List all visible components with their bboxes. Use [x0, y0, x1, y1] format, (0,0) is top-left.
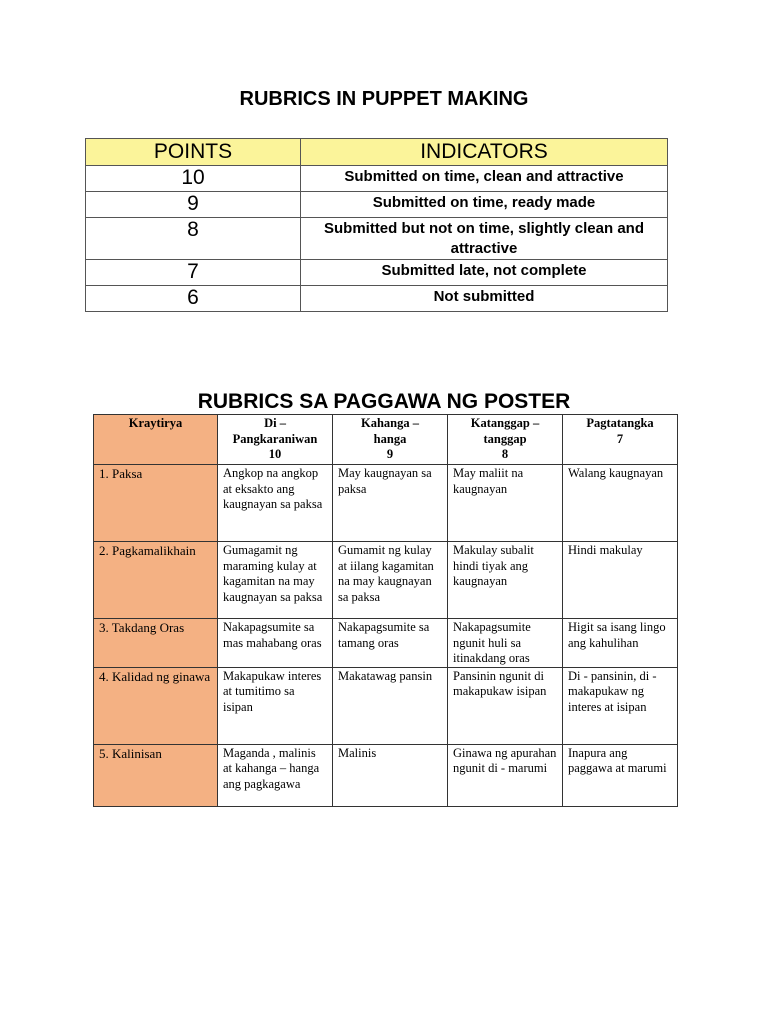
points-cell: 10 [86, 166, 301, 192]
points-cell: 7 [86, 260, 301, 286]
points-header: POINTS [86, 139, 301, 166]
rubric-cell: Gumagamit ng maraming kulay at kagamitan na may kaugnayan sa paksa [218, 542, 333, 619]
table-row [86, 218, 668, 260]
rubric-cell: Higit sa isang lingo ang kahulihan [563, 619, 678, 668]
rubric-cell: Gumamit ng kulay at iilang kagamitan na may kaugnayan sa paksa [333, 542, 448, 619]
criterion-cell: 3. Takdang Oras [94, 619, 218, 668]
rubric-cell: Makulay subalit hindi tiyak ang kaugnayan [448, 542, 563, 619]
table-row [86, 192, 668, 218]
table-row [94, 667, 678, 744]
indicator-cell: Submitted on time, clean and attractive [301, 166, 668, 192]
rubric-cell: Walang kaugnayan [563, 465, 678, 542]
poster-rubric-title: RUBRICS SA PAGGAWA NG POSTER [197, 390, 571, 413]
points-cell: 9 [86, 192, 301, 218]
rubric-cell: Makatawag pansin [333, 667, 448, 744]
points-cell: 6 [86, 286, 301, 312]
criterion-cell: 2. Pagkamalikhain [94, 542, 218, 619]
table-row [94, 542, 678, 619]
table-row [94, 744, 678, 806]
criterion-cell: 5. Kalinisan [94, 744, 218, 806]
rubric-cell: Nakapagsumite sa mas mahabang oras [218, 619, 333, 668]
table-row [94, 465, 678, 542]
level-header: Pagtatangka 7 [563, 415, 678, 465]
table-row [86, 286, 668, 312]
points-cell: 8 [86, 218, 301, 260]
table-header-row [86, 139, 668, 166]
rubric-cell: Inapura ang paggawa at marumi [563, 744, 678, 806]
level-header: Katanggap – tanggap 8 [448, 415, 563, 465]
rubric-cell: May maliit na kaugnayan [448, 465, 563, 542]
indicator-cell: Submitted on time, ready made [301, 192, 668, 218]
poster-rubric-table [93, 414, 678, 807]
rubric-cell: Di - pansinin, di - makapukaw ng interes at isipan [563, 667, 678, 744]
indicator-cell: Not submitted [301, 286, 668, 312]
rubric-cell: Ginawa ng apurahan ngunit di - marumi [448, 744, 563, 806]
table-row [94, 619, 678, 668]
rubric-cell: Pansinin ngunit di makapukaw isipan [448, 667, 563, 744]
rubric-cell: Nakapagsumite sa tamang oras [333, 619, 448, 668]
rubric-cell: Hindi makulay [563, 542, 678, 619]
table-header-row [94, 415, 678, 465]
puppet-rubric-table [85, 138, 668, 312]
rubric-cell: Nakapagsumite ngunit huli sa itinakdang oras [448, 619, 563, 668]
table-row [86, 166, 668, 192]
table-row [86, 260, 668, 286]
rubric-cell: Makapukaw interes at tumitimo sa isipan [218, 667, 333, 744]
indicator-cell: Submitted but not on time, slightly clean and attractive [301, 218, 668, 260]
criterion-cell: 4. Kalidad ng ginawa [94, 667, 218, 744]
indicator-cell: Submitted late, not complete [301, 260, 668, 286]
criteria-header: Kraytirya [94, 415, 218, 465]
level-header: Di – Pangkaraniwan 10 [218, 415, 333, 465]
rubric-cell: Maganda , malinis at kahanga – hanga ang pagkagawa [218, 744, 333, 806]
puppet-rubric-title: RUBRICS IN PUPPET MAKING [239, 88, 529, 110]
indicators-header: INDICATORS [301, 139, 668, 166]
criterion-cell: 1. Paksa [94, 465, 218, 542]
rubric-cell: Angkop na angkop at eksakto ang kaugnayan sa paksa [218, 465, 333, 542]
rubric-cell: Malinis [333, 744, 448, 806]
rubric-cell: May kaugnayan sa paksa [333, 465, 448, 542]
level-header: Kahanga – hanga 9 [333, 415, 448, 465]
